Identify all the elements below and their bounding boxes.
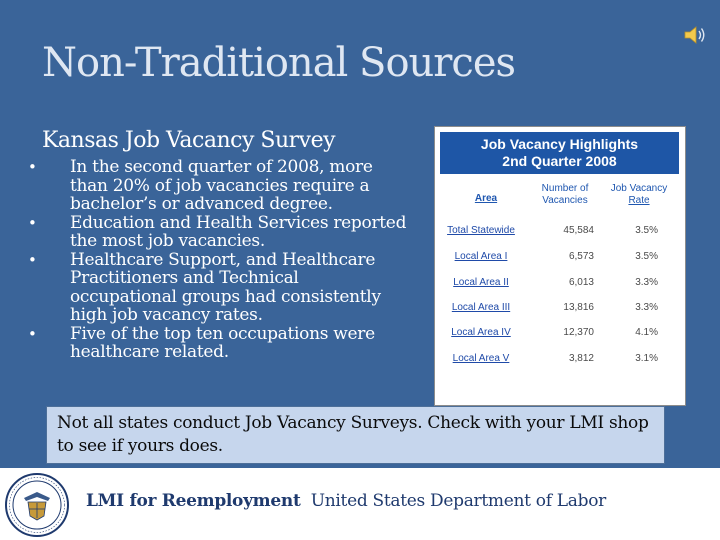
- speaker-icon[interactable]: [682, 22, 708, 48]
- table-cell-area[interactable]: Local Area V: [452, 353, 510, 364]
- table-cell-rate: 3.5%: [635, 251, 658, 262]
- bullet-item: [28, 325, 408, 362]
- slide-subtitle: Kansas Job Vacancy Survey: [42, 128, 336, 153]
- table-title-line2: 2nd Quarter 2008: [502, 153, 617, 169]
- table-cell-area[interactable]: Local Area IV: [451, 327, 511, 338]
- column-header-area: Area: [474, 193, 498, 204]
- bullet-marker: •: [28, 213, 37, 232]
- column-header-rate-line2: Rate: [628, 195, 650, 206]
- column-header-rate-line1: Job Vacancy: [610, 183, 668, 194]
- bullet-text: Education and Health Services reported the most job vacancies.: [70, 212, 407, 251]
- bullet-text: Five of the top ten occupations were healthcare related.: [70, 323, 375, 362]
- table-cell-number: 6,573: [568, 251, 594, 262]
- table-cell-area[interactable]: Local Area II: [453, 277, 509, 288]
- table-cell-area[interactable]: Total Statewide: [447, 225, 515, 236]
- job-vacancy-table: [434, 126, 686, 406]
- table-cell-rate: 3.3%: [635, 277, 658, 288]
- bullet-item: [28, 214, 408, 251]
- column-header-number: [531, 183, 599, 207]
- table-cell-number: 12,370: [563, 327, 594, 338]
- bullet-item: [28, 158, 408, 214]
- note-box: Not all states conduct Job Vacancy Surveys. Check with your LMI shop to see if yours does.: [46, 406, 665, 464]
- table-cell-number: 6,013: [568, 277, 594, 288]
- table-cell-rate: 3.1%: [635, 353, 658, 364]
- bullet-text: In the second quarter of 2008, more than 20% of job vacancies require a bachelor’s or advanced degree.: [70, 157, 373, 214]
- table-cell-number: 45,584: [563, 225, 594, 236]
- table-cell-number: 3,812: [568, 353, 594, 364]
- bullet-list: [28, 158, 408, 362]
- table-cell-rate: 3.3%: [635, 302, 658, 313]
- column-header-number-line1: Number of: [541, 183, 589, 194]
- bullet-marker: •: [28, 250, 37, 269]
- bullet-marker: •: [28, 324, 37, 343]
- table-cell-rate: 3.5%: [635, 225, 658, 236]
- column-header-number-line2: Vacancies: [542, 195, 588, 206]
- footer-department-text: United States Department of Labor: [310, 491, 606, 511]
- table-cell-area[interactable]: Local Area I: [454, 251, 508, 262]
- table-cell-number: 13,816: [563, 302, 594, 313]
- column-header-rate: [601, 183, 677, 207]
- slide-title: Non-Traditional Sources: [42, 40, 516, 86]
- footer-bold-text: LMI for Reemployment: [86, 491, 301, 511]
- bullet-item: [28, 251, 408, 325]
- dol-seal-icon: [4, 472, 70, 538]
- table-title-line1: Job Vacancy Highlights: [480, 136, 639, 152]
- bullet-text: Healthcare Support, and Healthcare Practitioners and Technical occupational groups had consistently high job vacancy rates.: [70, 249, 381, 325]
- table-header: [440, 132, 679, 174]
- table-cell-rate: 4.1%: [635, 327, 658, 338]
- bullet-marker: •: [28, 158, 37, 176]
- footer-text: [86, 491, 606, 511]
- table-cell-area[interactable]: Local Area III: [451, 302, 511, 313]
